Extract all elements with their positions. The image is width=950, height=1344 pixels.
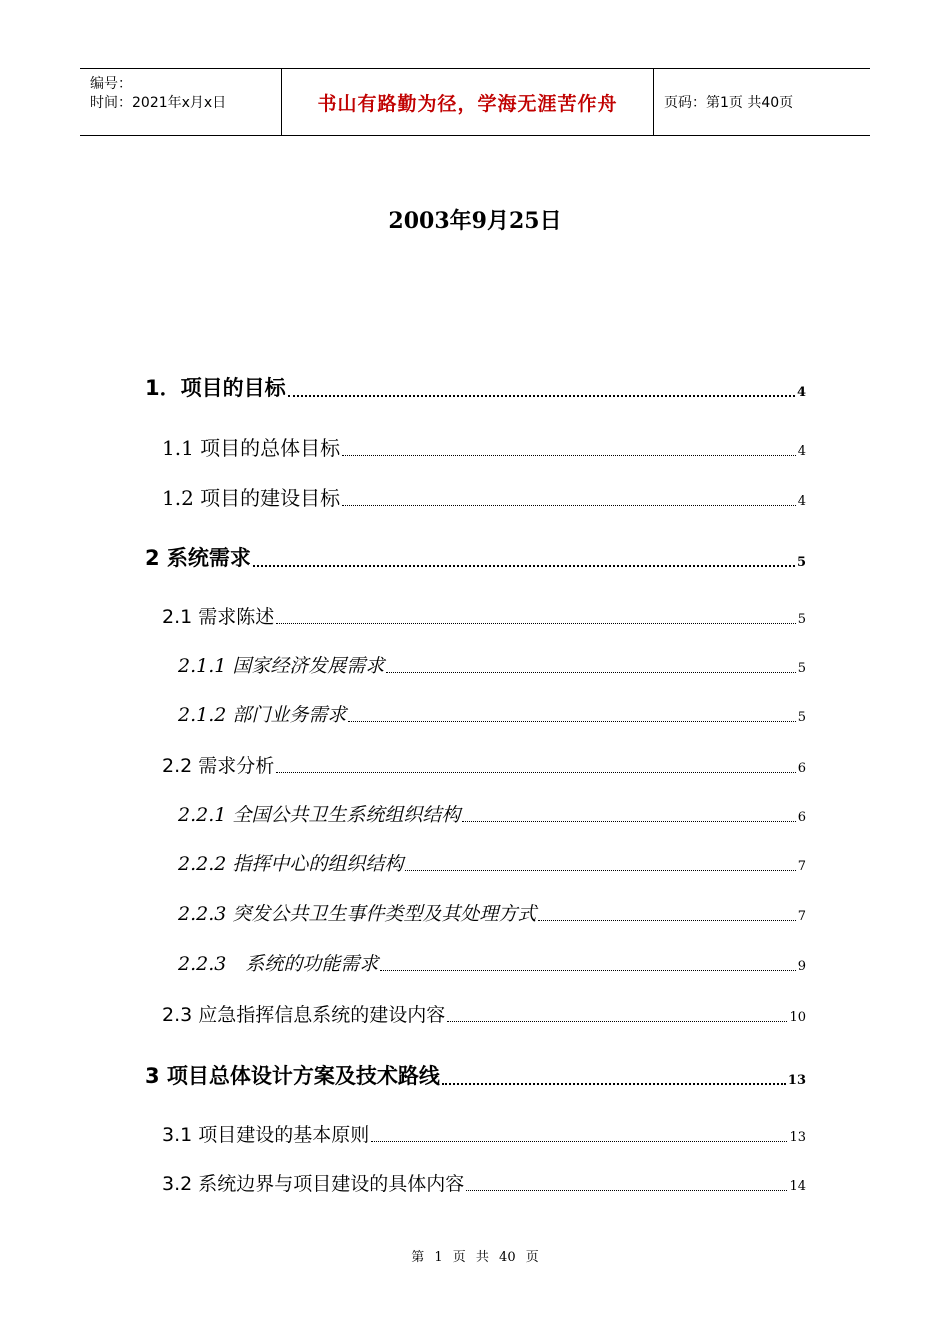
header-page-info: 页码：第1页 共40页 bbox=[664, 95, 794, 111]
toc-leader bbox=[276, 623, 795, 624]
toc-entry[interactable] bbox=[178, 949, 806, 976]
toc-leader bbox=[288, 395, 795, 397]
toc-entry-page: 5 bbox=[797, 661, 806, 676]
toc-entry-page: 13 bbox=[787, 1073, 806, 1088]
toc-entry-page: 9 bbox=[797, 959, 806, 974]
toc-entry-title: 3.2 系统边界与项目建设的具体内容 bbox=[162, 1173, 465, 1195]
toc-leader bbox=[447, 1021, 787, 1022]
toc-entry[interactable] bbox=[162, 482, 806, 511]
header-number: 编号： bbox=[90, 76, 132, 92]
toc-leader bbox=[462, 821, 795, 822]
toc-entry[interactable] bbox=[162, 432, 806, 461]
toc-entry-title: 2.3 应急指挥信息系统的建设内容 bbox=[162, 1004, 446, 1026]
toc-leader bbox=[253, 565, 795, 567]
toc-entry[interactable] bbox=[145, 1060, 806, 1090]
toc-entry-page: 5 bbox=[797, 612, 806, 627]
toc-entry[interactable] bbox=[145, 542, 806, 572]
toc-leader bbox=[466, 1190, 787, 1191]
toc-entry[interactable] bbox=[162, 751, 806, 778]
toc-entry-title: 2.1.1 国家经济发展需求 bbox=[178, 655, 385, 677]
toc-leader bbox=[342, 455, 796, 456]
toc-entry[interactable] bbox=[178, 899, 806, 926]
toc-leader bbox=[442, 1083, 786, 1085]
toc-entry[interactable] bbox=[178, 800, 806, 827]
toc-entry-page: 6 bbox=[797, 761, 806, 776]
toc-entry[interactable] bbox=[178, 700, 806, 727]
toc-entry-title: 2.2.3 突发公共卫生事件类型及其处理方式 bbox=[178, 903, 537, 925]
toc-entry[interactable] bbox=[145, 372, 806, 402]
page-footer: 第 1 页 共 40 页 bbox=[411, 1250, 539, 1265]
document-date: 2003年9月25日 bbox=[388, 208, 562, 234]
toc-leader bbox=[371, 1141, 787, 1142]
toc-entry-title: 2 系统需求 bbox=[145, 546, 251, 570]
toc-entry-page: 4 bbox=[796, 385, 806, 400]
toc-leader bbox=[342, 505, 796, 506]
toc-entry-title: 1.2 项目的建设目标 bbox=[162, 486, 341, 510]
header-time: 时间：2021年x月x日 bbox=[90, 95, 227, 111]
toc-entry-page: 7 bbox=[797, 859, 806, 874]
toc-entry-title: 3 项目总体设计方案及技术路线 bbox=[145, 1064, 440, 1088]
toc-entry-title: 1．项目的目标 bbox=[145, 376, 286, 400]
toc-entry-page: 6 bbox=[797, 810, 806, 825]
toc-entry-page: 10 bbox=[789, 1010, 806, 1025]
toc-entry-page: 7 bbox=[797, 909, 806, 924]
toc-entry-title: 2.2 需求分析 bbox=[162, 755, 275, 777]
toc-leader bbox=[276, 772, 795, 773]
toc-entry[interactable] bbox=[162, 602, 806, 629]
toc-entry-page: 4 bbox=[797, 494, 806, 509]
toc-leader bbox=[386, 672, 795, 673]
toc-entry-page: 14 bbox=[789, 1179, 806, 1194]
toc-leader bbox=[538, 920, 795, 921]
toc-entry-page: 4 bbox=[797, 444, 806, 459]
toc-leader bbox=[380, 970, 795, 971]
toc-entry-title: 2.1 需求陈述 bbox=[162, 606, 275, 628]
toc-entry-title: 3.1 项目建设的基本原则 bbox=[162, 1124, 370, 1146]
header-motto: 书山有路勤为径，学海无涯苦作舟 bbox=[282, 69, 654, 135]
toc-entry-title: 2.2.3 系统的功能需求 bbox=[178, 953, 379, 975]
toc-entry-page: 13 bbox=[789, 1130, 806, 1145]
toc-entry[interactable] bbox=[178, 651, 806, 678]
toc-entry-page: 5 bbox=[796, 555, 806, 570]
toc-entry-title: 2.2.2 指挥中心的组织结构 bbox=[178, 853, 404, 875]
toc-entry-page: 5 bbox=[797, 710, 806, 725]
toc-entry-title: 2.2.1 全国公共卫生系统组织结构 bbox=[178, 804, 461, 826]
toc-entry[interactable] bbox=[162, 1120, 806, 1147]
header-meta bbox=[80, 69, 282, 135]
toc-entry[interactable] bbox=[162, 1000, 806, 1027]
page-header bbox=[80, 68, 870, 136]
toc-entry[interactable] bbox=[162, 1169, 806, 1196]
toc-leader bbox=[405, 870, 795, 871]
toc-entry-title: 1.1 项目的总体目标 bbox=[162, 436, 341, 460]
toc-entry-title: 2.1.2 部门业务需求 bbox=[178, 704, 347, 726]
toc-entry[interactable] bbox=[178, 849, 806, 876]
toc-leader bbox=[348, 721, 795, 722]
